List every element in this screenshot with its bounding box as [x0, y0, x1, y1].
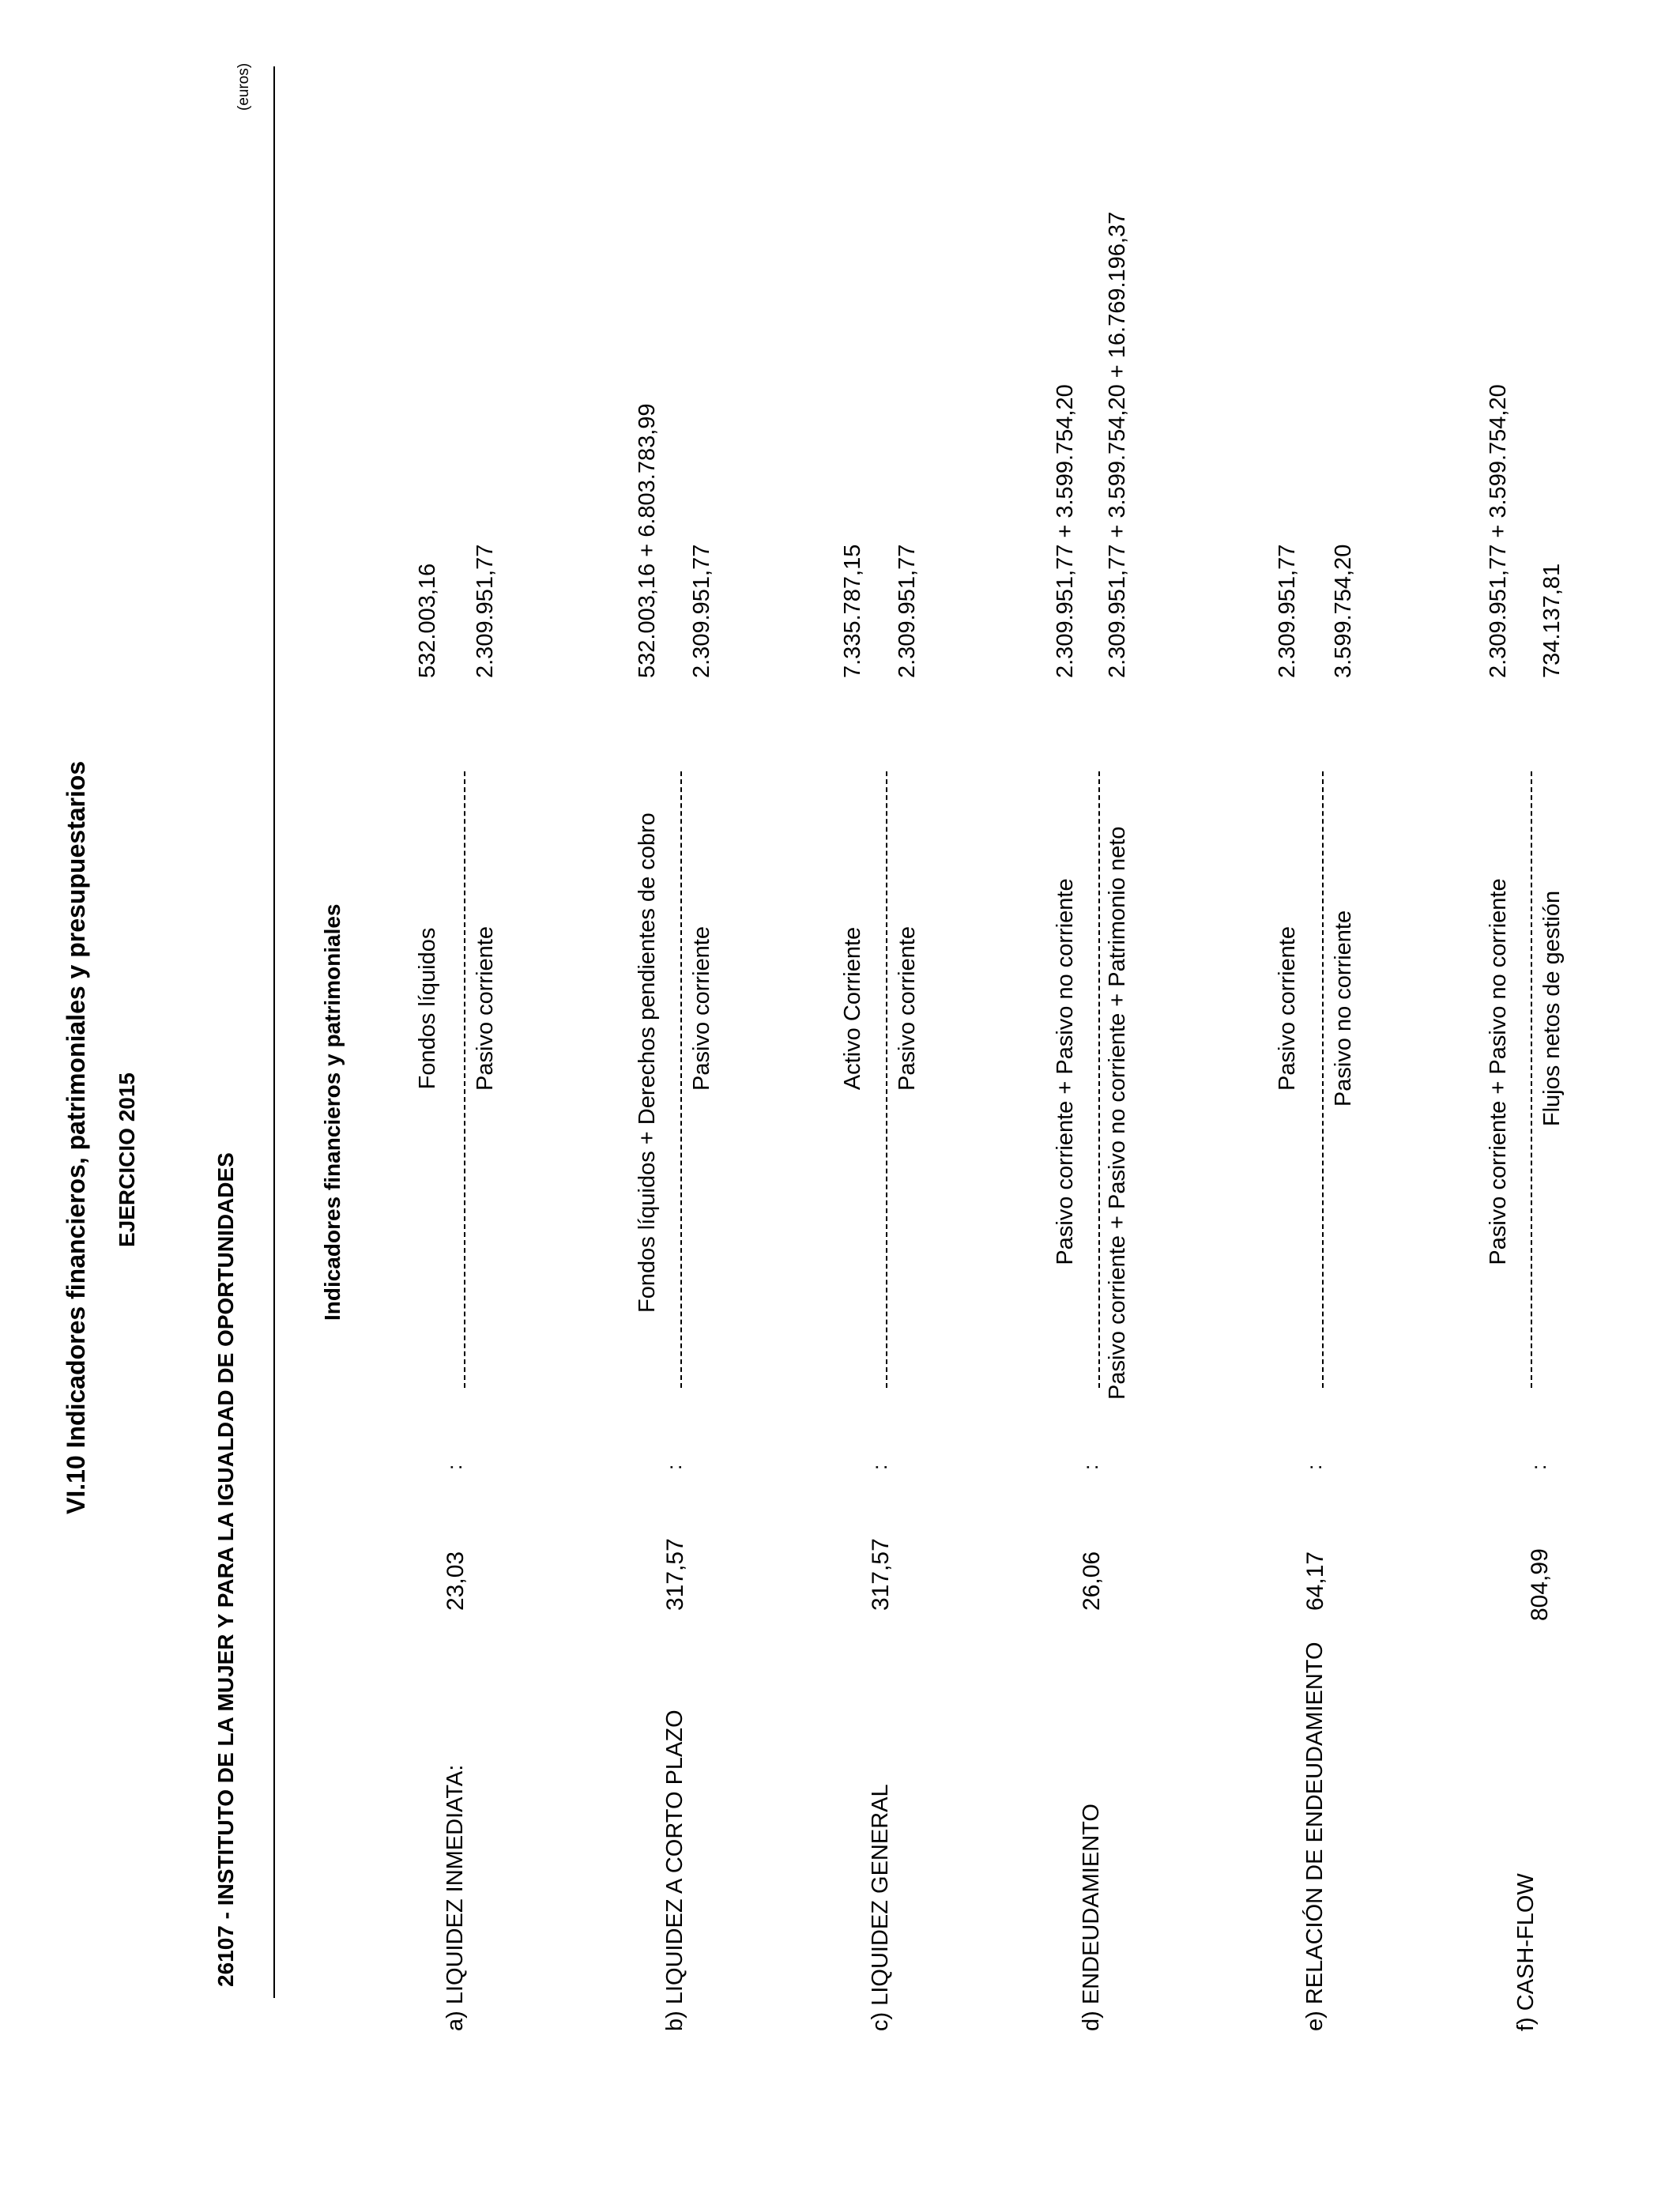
indicator-label: b) LIQUIDEZ A CORTO PLAZO — [662, 1710, 687, 2031]
fraction-line — [1531, 771, 1532, 1388]
document-title: VI.10 Indicadores financieros, patrimoniales y presupuestarios — [62, 760, 90, 1514]
fraction-line — [464, 771, 465, 1388]
denominator-values: 3.599.754,20 — [1331, 544, 1356, 678]
formula-numerator: Pasivo corriente + Pasivo no corriente — [1486, 878, 1511, 1265]
denominator-values: 734.137,81 — [1539, 563, 1565, 678]
formula-denominator: Pasivo corriente — [473, 926, 498, 1091]
indicator-value: 804,99 — [1527, 1548, 1553, 1621]
formula-denominator: Pasivo no corriente — [1331, 910, 1356, 1107]
fiscal-year: EJERCICIO 2015 — [115, 1072, 139, 1247]
formula-denominator: Pasivo corriente + Pasivo no corriente + Patrimonio neto — [1105, 826, 1130, 1400]
indicator-value: 23,03 — [443, 1551, 469, 1611]
numerator-values: 2.309.951,77 + 3.599.754,20 — [1053, 384, 1078, 678]
fraction-line — [680, 771, 682, 1388]
fraction-line — [886, 771, 887, 1388]
formula-numerator: Fondos líquidos + Derechos pendientes de cobro — [635, 812, 660, 1313]
units-note: (euros) — [235, 62, 252, 111]
formula-denominator: Pasivo corriente — [895, 926, 920, 1091]
fraction-line — [1098, 771, 1100, 1388]
numerator-values: 532.003,16 + 6.803.783,99 — [635, 403, 660, 678]
denominator-values: 2.309.951,77 — [473, 544, 498, 678]
indicator-label: a) LIQUIDEZ INMEDIATA: — [443, 1764, 468, 2031]
formula-numerator: Activo Corriente — [840, 926, 865, 1091]
denominator-values: 2.309.951,77 — [689, 544, 714, 678]
formula-numerator: Pasivo corriente — [1275, 926, 1300, 1091]
indicator-label: e) RELACIÓN DE ENDEUDAMIENTO — [1302, 1642, 1328, 2031]
indicator-label: c) LIQUIDEZ GENERAL — [868, 1784, 893, 2031]
fraction-line — [1322, 771, 1324, 1388]
colon-separator: : — [1079, 1464, 1102, 1470]
colon-separator: : — [1302, 1464, 1326, 1470]
section-heading: Indicadores financieros y patrimoniales — [320, 903, 345, 1321]
formula-numerator: Fondos líquidos — [415, 927, 440, 1090]
entity-name: 26107 - INSTITUTO DE LA MUJER Y PARA LA IGUALDAD DE OPORTUNIDADES — [213, 1152, 238, 1987]
indicator-label: f) CASH-FLOW — [1513, 1873, 1539, 2031]
colon-separator: : — [662, 1464, 686, 1470]
numerator-values: 2.309.951,77 + 3.599.754,20 — [1486, 384, 1511, 678]
numerator-values: 7.335.787,15 — [840, 544, 865, 678]
formula-denominator: Pasivo corriente — [689, 926, 714, 1091]
formula-numerator: Pasivo corriente + Pasivo no corriente — [1053, 878, 1078, 1265]
indicator-value: 317,57 — [662, 1538, 688, 1611]
numerator-values: 532.003,16 — [415, 563, 440, 678]
indicator-value: 26,06 — [1079, 1551, 1105, 1611]
denominator-values: 2.309.951,77 — [895, 544, 920, 678]
header-rule — [273, 66, 275, 1998]
colon-separator: : — [443, 1464, 466, 1470]
formula-denominator: Flujos netos de gestión — [1539, 890, 1565, 1127]
indicator-value: 317,57 — [868, 1538, 894, 1611]
indicator-label: d) ENDEUDAMIENTO — [1079, 1804, 1104, 2031]
indicator-value: 64,17 — [1302, 1551, 1328, 1611]
numerator-values: 2.309.951,77 — [1275, 544, 1300, 678]
colon-separator: : — [868, 1464, 891, 1470]
colon-separator: : — [1527, 1464, 1550, 1470]
denominator-values: 2.309.951,77 + 3.599.754,20 + 16.769.196,37 — [1105, 211, 1130, 678]
